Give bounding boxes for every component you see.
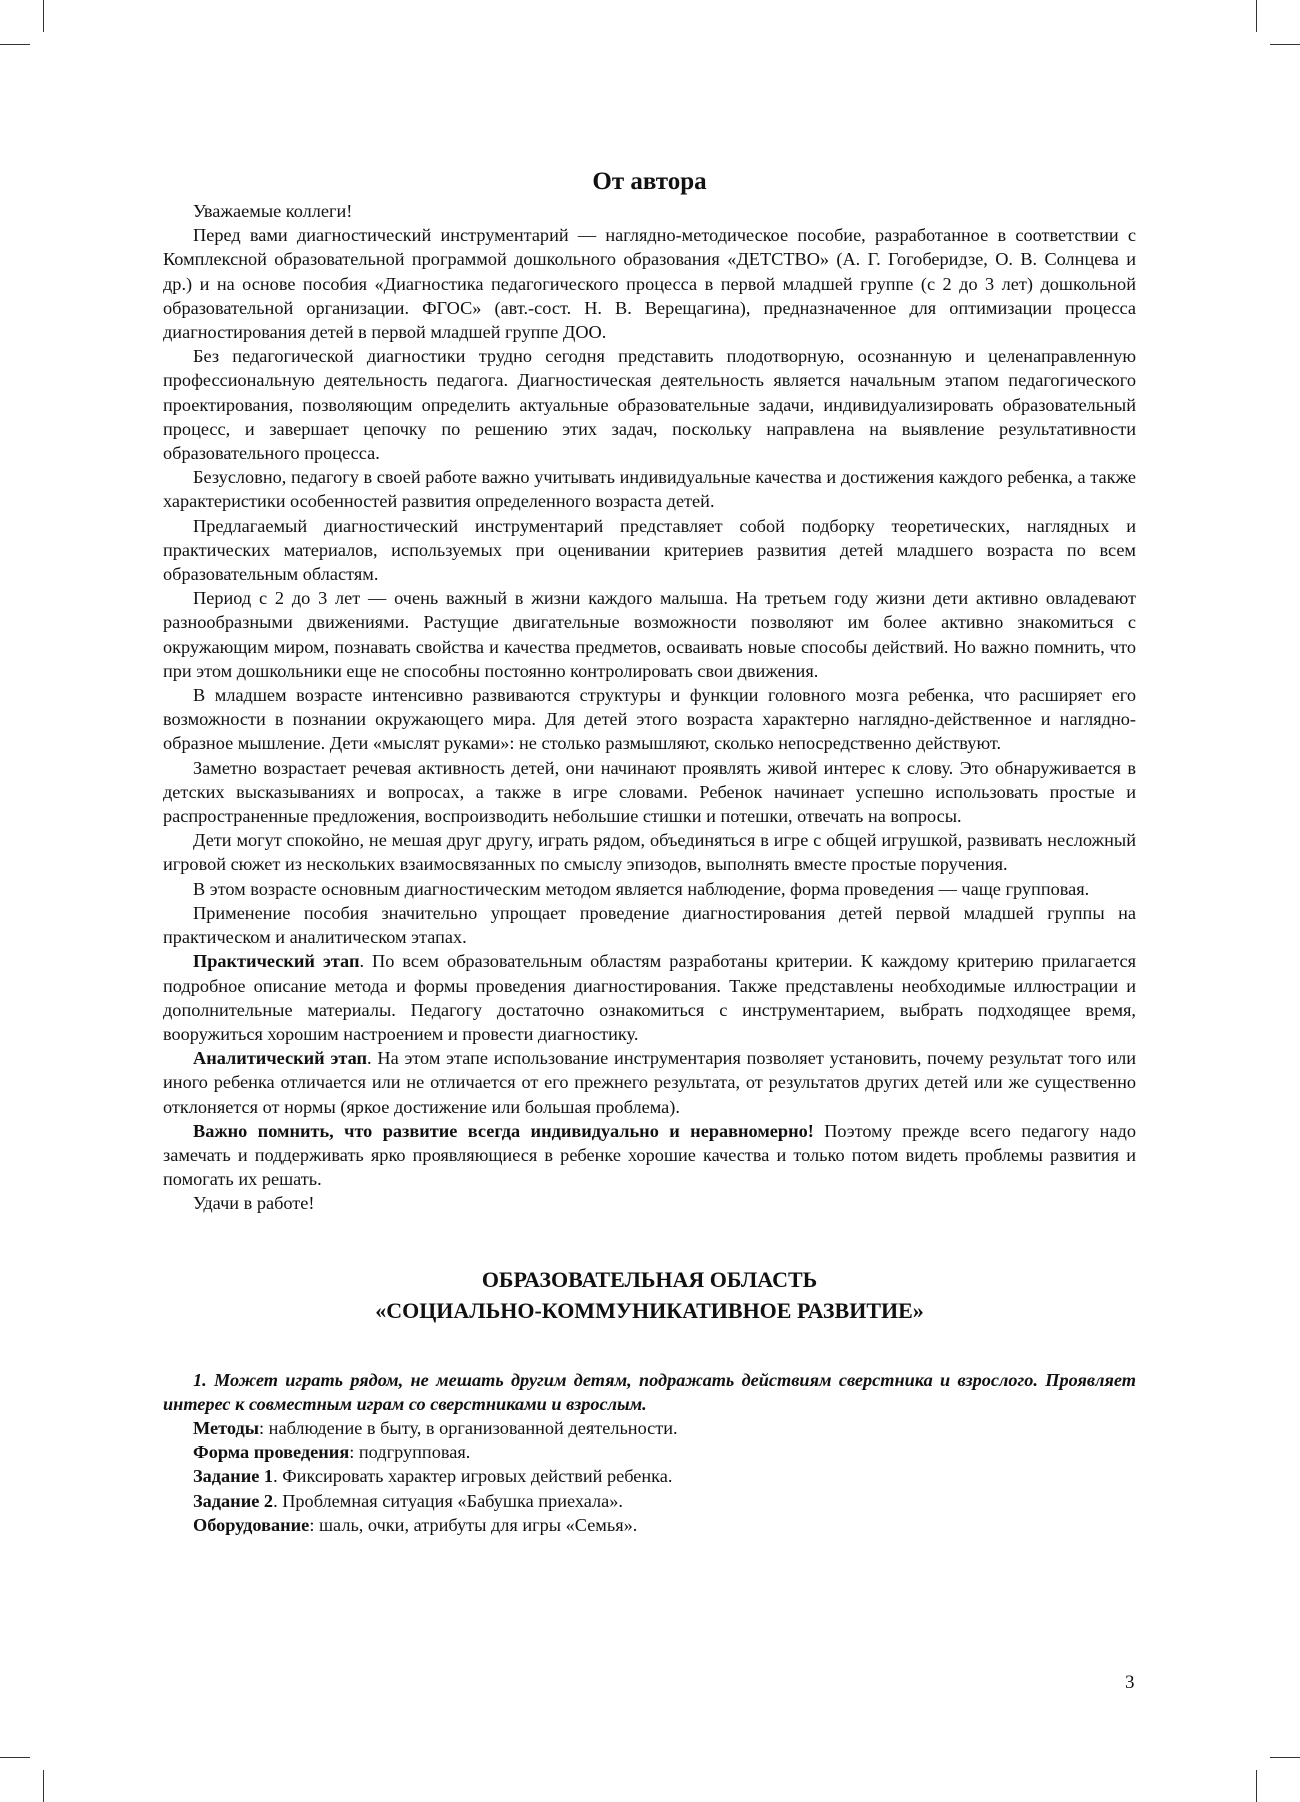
field-value: наблюдение в быту, в организованной деятельности.	[268, 1417, 678, 1438]
paragraph-text: Безусловно, педагогу в своей работе важно учитывать индивидуальные качества и достижения каждого ребенка, а также характеристики особенностей развития определенного возраста детей.	[163, 467, 1136, 512]
paragraph	[163, 756, 1136, 829]
paragraph	[163, 1046, 1136, 1119]
author-foreword	[163, 199, 1136, 1216]
paragraph-text: Период с 2 до 3 лет — очень важный в жизни каждого малыша. На третьем году жизни дети активно овладевают разнообразными движениями. Растущие двигательные возможности позволяют им более активно знакомиться с окружающим миром, познавать свойства и качества предметов, осваивать новые способы действий. Но важно помнить, что при этом дошкольники еще не способны постоянно контролировать свои движения.	[163, 588, 1136, 681]
crop-mark-bottom-right-horizontal	[1270, 1757, 1300, 1758]
paragraph-bold-lead: Практический этап	[193, 951, 360, 972]
field-value: Фиксировать характер игровых действий ребенка.	[282, 1466, 673, 1487]
crop-mark-bottom-right-vertical	[1256, 1770, 1257, 1802]
paragraph-text: В младшем возрасте интенсивно развиваются структуры и функции головного мозга ребенка, что расширяет его возможности в познании окружающего мира. Для детей этого возраста характерно наглядно-действенное и наглядно-образное мышление. Дети «мыслят руками»: не столько размышляют, сколько непосредственно действуют.	[163, 685, 1136, 754]
field-key: Задание 1	[193, 1466, 274, 1487]
criterion-field	[163, 1464, 1136, 1488]
criterion-field	[163, 1440, 1136, 1464]
section-title	[163, 1264, 1136, 1326]
paragraph	[163, 199, 1136, 223]
crop-mark-bottom-left-vertical	[43, 1770, 44, 1802]
section-title-line-2: «СОЦИАЛЬНО-КОММУНИКАТИВНОЕ РАЗВИТИЕ»	[375, 1297, 924, 1323]
paragraph-bold-lead: Аналитический этап	[193, 1048, 368, 1069]
paragraph	[163, 901, 1136, 949]
criterion-field	[163, 1513, 1136, 1537]
crop-mark-top-right-vertical	[1256, 0, 1257, 32]
paragraph	[163, 1191, 1136, 1215]
paragraph	[163, 828, 1136, 876]
paragraph-bold-lead: Важно помнить, что развитие всегда индивидуально и неравномерно!	[193, 1120, 814, 1141]
crop-mark-top-left-horizontal	[0, 44, 30, 45]
paragraph	[163, 465, 1136, 513]
field-value: Проблемная ситуация «Бабушка приехала».	[282, 1490, 624, 1511]
paragraph	[163, 344, 1136, 465]
paragraph-text: Перед вами диагностический инструментарий — наглядно-методическое пособие, разработанное в соответствии с Комплексной образовательной программой дошкольного образования «ДЕТСТВО» (А. Г. Гогоберидзе, О. В. Солнцева и др.) и на основе пособия «Диагностика педагогического процесса в первой младшей группе (с 2 до 3 лет) дошкольной образовательной организации. ФГОС» (авт.-сост. Н. В. Верещагина), предназначенное для оптимизации процесса диагностирования детей в первой младшей группе ДОО.	[163, 225, 1136, 343]
page-body	[163, 165, 1136, 1537]
criterion-field	[163, 1416, 1136, 1440]
field-sep: :	[349, 1442, 359, 1463]
field-sep: .	[273, 1490, 283, 1511]
field-sep: .	[273, 1466, 283, 1487]
criterion-1: 1. Может играть рядом, не мешать другим детям, подражать действиям сверстника и взрослого. Проявляет интерес к совместным играм со сверстниками и взрослым.	[163, 1369, 1136, 1414]
paragraph-text: Уважаемые коллеги!	[193, 201, 353, 221]
field-key: Задание 2	[193, 1490, 274, 1511]
paragraph-text: . На этом этапе использование инструментария позволяет установить, почему результат того или иного ребенка отличается или не отличается от его прежнего результата, от результатов других детей или же существенно отклоняется от нормы (яркое достижение или большая проблема).	[163, 1048, 1136, 1117]
criterion-field	[163, 1489, 1136, 1513]
field-key: Методы	[193, 1417, 260, 1438]
field-value: подгрупповая.	[358, 1442, 471, 1463]
paragraph-text: Поэтому прежде всего педагогу надо замечать и поддерживать ярко проявляющиеся в ребенке хорошие качества и только потом видеть проблемы развития и помогать их решать.	[163, 1120, 1136, 1190]
paragraph	[163, 683, 1136, 756]
section-title-line-1: ОБРАЗОВАТЕЛЬНАЯ ОБЛАСТЬ	[481, 1266, 818, 1292]
field-key: Оборудование	[193, 1514, 310, 1535]
paragraph	[163, 586, 1136, 683]
paragraph-text: Применение пособия значительно упрощает проведение диагностирования детей первой младшей группы на практическом и аналитическом этапах.	[163, 902, 1136, 948]
paragraph	[163, 1119, 1136, 1192]
paragraph-text: Дети могут спокойно, не мешая друг другу, играть рядом, объединяться в игре с общей игрушкой, развивать несложный игровой сюжет из нескольких взаимосвязанных по смыслу эпизодов, выполнять вместе простые поручения.	[163, 830, 1136, 875]
criterion-fields	[163, 1416, 1136, 1537]
field-key: Форма проведения	[193, 1442, 350, 1463]
field-value: шаль, очки, атрибуты для игры «Семья».	[318, 1514, 638, 1535]
paragraph	[163, 877, 1136, 901]
paragraph-text: В этом возрасте основным диагностическим методом является наблюдение, форма проведения — чаще групповая.	[193, 878, 1090, 899]
paragraph	[163, 223, 1136, 344]
page-title: От автора	[592, 168, 707, 195]
paragraph	[163, 514, 1136, 587]
paragraph-text: Предлагаемый диагностический инструментарий представляет собой подборку теоретических, наглядных и практических материалов, используемых при оценивании критериев развития детей младшего возраста по всем образовательным областям.	[163, 515, 1136, 585]
paragraph-text: Заметно возрастает речевая активность детей, они начинают проявлять живой интерес к слову. Это обнаруживается в детских высказываниях и вопросах, а также в игре словами. Ребенок начинает успешно использовать простые и распространенные предложения, воспроизводить небольшие стишки и потешки, отвечать на вопросы.	[163, 757, 1136, 827]
crop-mark-top-right-horizontal	[1270, 44, 1300, 45]
paragraph-text: . По всем образовательным областям разработаны критерии. К каждому критерию прилагается подробное описание метода и формы проведения диагностирования. Также представлены необходимые иллюстрации и дополнительные материалы. Педагогу достаточно ознакомиться с инструментарием, выбрать подходящее время, вооружиться хорошим настроением и провести диагностику.	[163, 951, 1136, 1044]
paragraph-text: Без педагогической диагностики трудно сегодня представить плодотворную, осознанную и целенаправленную профессиональную деятельность педагога. Диагностическая деятельность является начальным этапом педагогического проектирования, позволяющим определить актуальные образовательные задачи, индивидуализировать образовательный процесс, и завершает цепочку по решению этих задач, поскольку направлена на выявление результативности образовательного процесса.	[163, 346, 1136, 464]
field-sep: :	[309, 1514, 319, 1535]
paragraph	[163, 949, 1136, 1046]
crop-mark-top-left-vertical	[43, 0, 44, 32]
crop-mark-bottom-left-horizontal	[0, 1757, 30, 1758]
paragraph-text: Удачи в работе!	[193, 1193, 315, 1214]
page-number: 3	[1125, 1672, 1135, 1693]
field-sep: :	[259, 1417, 269, 1438]
